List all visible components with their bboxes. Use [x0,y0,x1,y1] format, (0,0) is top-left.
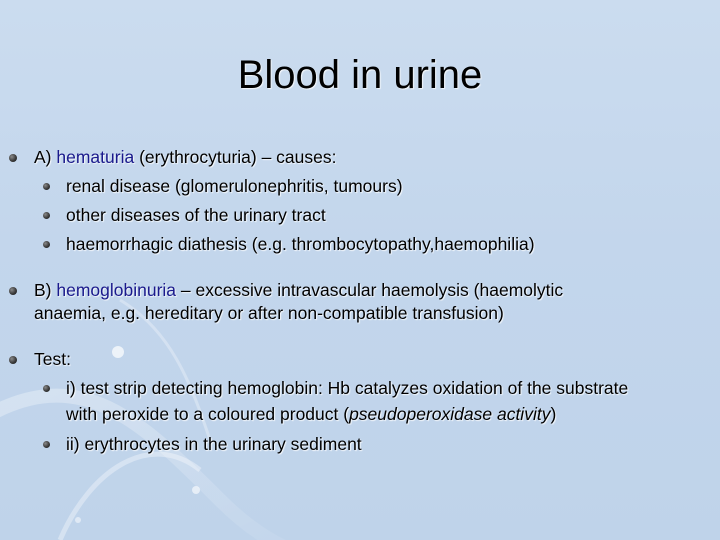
bullet-icon [9,154,17,162]
bullet-icon [43,183,50,190]
pseudoperoxidase-activity-text: pseudoperoxidase activity [349,404,551,424]
term-hematuria: hematuria [56,147,135,167]
bullet-hemoglobinuria [34,279,563,301]
subitem-haemorrhagic-diathesis: haemorrhagic diathesis (e.g. thrombocytopathy,haemophilia) [66,234,535,254]
bullet-prefix: A) [34,147,57,167]
bullet-text: – excessive intravascular haemolysis (haemolytic [176,280,564,300]
bullet-icon [43,441,50,448]
bullet-icon [9,356,17,364]
bullet-icon [43,212,50,219]
subitem-other-diseases: other diseases of the urinary tract [66,205,326,225]
subitem-urinary-sediment: ii) erythrocytes in the urinary sediment [66,434,362,454]
subitem-renal-disease: renal disease (glomerulonephritis, tumours) [66,176,403,196]
bullet-icon [43,241,50,248]
closing-paren: ) [550,404,557,424]
slide-title: Blood in urine [237,53,483,97]
subitem-test-strip: i) test strip detecting hemoglobin: Hb catalyzes oxidation of the substrate [66,378,629,398]
term-hemoglobinuria: hemoglobinuria [56,280,177,300]
test-strip-text: with peroxide to a coloured product ( [66,404,350,424]
bullet-text: (erythrocyturia) – causes: [134,147,337,167]
bullet-icon [43,385,50,392]
bullet-prefix: B) [34,280,57,300]
bullet-hematuria [34,146,337,168]
bullet-test: Test: [34,349,71,369]
bullet-hemoglobinuria-continued: anaemia, e.g. hereditary or after non-compatible transfusion) [34,303,504,323]
subitem-test-strip-continued [66,403,556,425]
bullet-icon [9,287,17,295]
